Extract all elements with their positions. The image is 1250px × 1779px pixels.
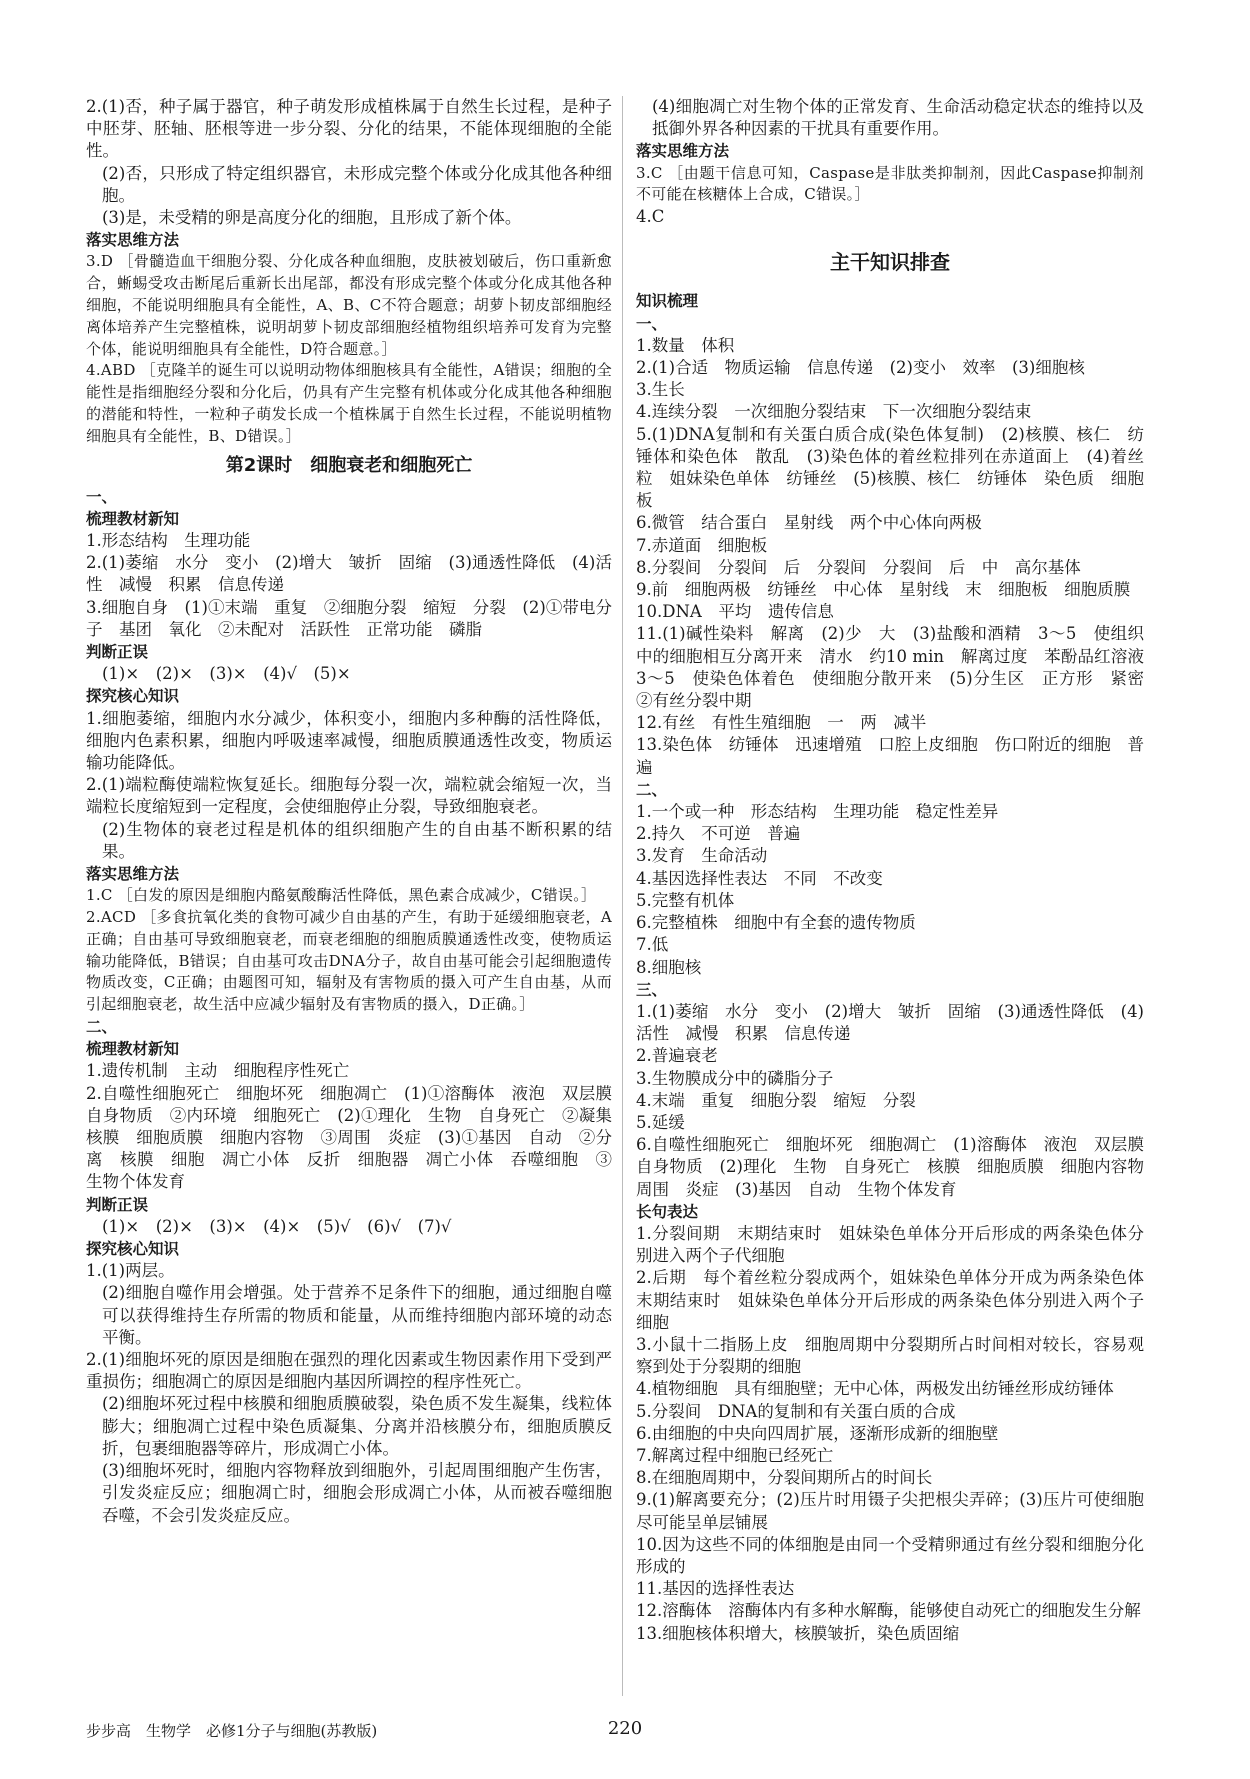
answer-paragraph: 10.DNA 平均 遗传信息 [636, 602, 834, 622]
answer-paragraph: 4.基因选择性表达 不同 不改变 [636, 868, 883, 888]
answer-paragraph: 2.普遍衰老 [636, 1046, 718, 1066]
answer-paragraph: 4.连续分裂 一次细胞分裂结束 下一次细胞分裂结束 [636, 402, 1032, 422]
answer-paragraph: 1.形态结构 生理功能 [86, 531, 251, 550]
answer-paragraph: 3.生长 [636, 380, 685, 400]
section-title: 第2课时 细胞衰老和细胞死亡 [225, 454, 473, 476]
answer-paragraph: 6.完整植株 细胞中有全套的遗传物质 [636, 913, 916, 933]
answer-paragraph: (2)细胞坏死过程中核膜和细胞质膜破裂，染色质不发生凝集，线粒体膨大；细胞凋亡过程中染色质凝集、分离并沿核膜分布，细胞质膜反折，包裹细胞器等碎片，形成凋亡小体。 [102, 1394, 612, 1458]
answer-paragraph: 3.生物膜成分中的磷脂分子 [636, 1068, 834, 1088]
answer-paragraph: 8.细胞核 [636, 957, 702, 977]
answer-paragraph: (3)细胞坏死时，细胞内容物释放到细胞外，引起周围细胞产生伤害，引发炎症反应；细胞凋亡时，细胞会形成凋亡小体，从而被吞噬细胞吞噬，不会引发炎症反应。 [102, 1461, 612, 1525]
answer-paragraph: 2.自噬性细胞死亡 细胞坏死 细胞凋亡 (1)①溶酶体 液泡 双层膜 自身物质 ②内环境 细胞死亡 (2)①理化 生物 自身死亡 ②凝集 核膜 细胞质膜 细胞内容物 ③周围 炎症 (3)①基因 自动 ②分离 核膜 细胞 凋亡小体 反折 细胞器 凋亡小体 吞噬细胞 ③生物个体发育 [86, 1083, 629, 1192]
section-heading: 落实思维方法 [86, 865, 180, 884]
answer-paragraph: 4.ABD ［克隆羊的诞生可以说明动物体细胞核具有全能性，A错误；细胞的全能性是指细胞经分裂和分化后，仍具有产生完整有机体或分化成其他各种细胞的潜能和特性，一粒种子萌发长成一个植株属于自然生长过程，不能说明植物细胞具有全能性，B、D错误。］ [86, 361, 612, 445]
answer-paragraph: (2)生物体的衰老过程是机体的组织细胞产生的自由基不断积累的结果。 [102, 819, 612, 861]
answer-paragraph: 12.有丝 有性生殖细胞 一 两 减半 [636, 713, 927, 733]
answer-paragraph: 11.基因的选择性表达 [636, 1579, 795, 1599]
answer-paragraph: 13.染色体 纺锤体 迅速增殖 口腔上皮细胞 伤口附近的细胞 普遍 [636, 735, 1144, 777]
section-title: 主干知识排查 [830, 250, 950, 275]
answer-paragraph: 5.延缓 [636, 1112, 685, 1132]
answer-paragraph: 2.持久 不可逆 普遍 [636, 824, 801, 844]
answer-paragraph: 5.完整有机体 [636, 890, 735, 910]
section-heading: 长句表达 [636, 1202, 699, 1221]
section-heading: 一、 [86, 487, 118, 506]
section-heading: 落实思维方法 [86, 231, 180, 250]
answer-paragraph: 7.低 [636, 935, 669, 955]
answer-paragraph: 2.ACD ［多食抗氧化类的食物可减少自由基的产生，有助于延缓细胞衰老，A正确；自由基可导致细胞衰老，而衰老细胞的细胞质膜通透性改变，使物质运输功能降低，B错误；自由基可攻击DNA分子，故自由基可能会引起细胞遗传物质改变，C正确；由题图可知，辐射及有害物质的摄入可产生自由基，从而引起细胞衰老，故生活中应减少辐射及有害物质的摄入，D正确。］ [86, 908, 612, 1014]
answer-paragraph: 12.溶酶体 溶酶体内有多种水解酶，能够使自动死亡的细胞发生分解 [636, 1601, 1141, 1621]
answer-paragraph: 1.细胞萎缩，细胞内水分减少，体积变小，细胞内多种酶的活性降低，细胞内色素积累，细胞内呼吸速率减慢，细胞质膜通透性改变，物质运输功能降低。 [86, 708, 612, 773]
answer-paragraph: 1.C ［白发的原因是细胞内酪氨酸酶活性降低，黑色素合成减少，C错误。］ [86, 886, 597, 905]
section-heading: 梳理教材新知 [86, 509, 180, 528]
answer-paragraph: 9.前 细胞两极 纺锤丝 中心体 星射线 末 细胞板 细胞质膜 [636, 580, 1131, 600]
section-heading: 知识梳理 [636, 292, 699, 311]
answer-paragraph: (3)是，未受精的卵是高度分化的细胞，且形成了新个体。 [102, 208, 522, 228]
column-divider [622, 96, 623, 1696]
section-heading: 判断正误 [86, 1195, 149, 1214]
answer-paragraph: 4.末端 重复 细胞分裂 缩短 分裂 [636, 1090, 916, 1110]
answer-paragraph: 4.C [636, 207, 665, 227]
section-heading: 落实思维方法 [636, 142, 730, 161]
answer-paragraph: 3.细胞自身 (1)①末端 重复 ②细胞分裂 缩短 分裂 (2)①带电分子 基团 氧化 ②未配对 活跃性 正常功能 磷脂 [86, 597, 612, 639]
answer-paragraph: 1.遗传机制 主动 细胞程序性死亡 [86, 1061, 350, 1081]
answer-paragraph: 2.(1)细胞坏死的原因是细胞在强烈的理化因素或生物因素作用下受到严重损伤；细胞凋亡的原因是细胞内基因所调控的程序性死亡。 [86, 1350, 612, 1392]
answer-paragraph: 10.因为这些不同的体细胞是由同一个受精卵通过有丝分裂和细胞分化形成的 [636, 1534, 1144, 1576]
answer-paragraph: 2.(1)合适 物质运输 信息传递 (2)变小 效率 (3)细胞核 [636, 358, 1085, 378]
answer-paragraph: 3.小鼠十二指肠上皮 细胞周期中分裂期所占时间相对较长，容易观察到处于分裂期的细胞 [636, 1334, 1144, 1377]
answer-paragraph: 2.(1)否，种子属于器官，种子萌发形成植株属于自然生长过程，是种子中胚芽、胚轴、胚根等进一步分裂、分化的结果，不能体现细胞的全能性。 [86, 97, 612, 161]
answer-paragraph: 3.D ［骨髓造血干细胞分裂、分化成各种血细胞，皮肤被划破后，伤口重新愈合，蜥蜴受攻击断尾后重新长出尾部，都没有形成完整个体或分化成其他各种细胞，不能说明细胞具有全能性，A、B、C不符合题意；胡萝卜韧皮部细胞经离体培养产生完整植株，说明胡萝卜韧皮部细胞经植物组织培养可发育为完整个体，能说明细胞具有全能性，D符合题意。］ [86, 252, 612, 358]
answer-paragraph: 3.C ［由题干信息可知，Caspase是非肽类抑制剂，因此Caspase抑制剂不可能在核糖体上合成，C错误。］ [636, 163, 1144, 204]
left-column [86, 96, 629, 1527]
answer-paragraph: 9.(1)解离要充分；(2)压片时用镊子尖把根尖弄碎；(3)压片可使细胞尽可能呈单层铺展 [636, 1490, 1144, 1532]
answer-paragraph: 1.一个或一种 形态结构 生理功能 稳定性差异 [636, 802, 999, 822]
section-heading: 一、 [636, 314, 668, 333]
section-heading: 二、 [636, 780, 668, 799]
answer-paragraph: 8.分裂间 分裂间 后 分裂间 分裂间 后 中 高尔基体 [636, 557, 1081, 577]
answer-paragraph: 7.赤道面 细胞板 [636, 535, 768, 555]
section-heading: 探究核心知识 [86, 687, 180, 706]
answer-paragraph: 2.(1)端粒酶使端粒恢复延长。细胞每分裂一次，端粒就会缩短一次，当端粒长度缩短到一定程度，会使细胞停止分裂，导致细胞衰老。 [86, 775, 612, 817]
section-heading: 判断正误 [86, 643, 149, 662]
answer-paragraph: 6.由细胞的中央向四周扩展，逐渐形成新的细胞壁 [636, 1423, 999, 1443]
answer-paragraph: 5.分裂间 DNA的复制和有关蛋白质的合成 [636, 1401, 956, 1421]
answer-paragraph: 5.(1)DNA复制和有关蛋白质合成(染色体复制) (2)核膜、核仁 纺锤体和染色体 散乱 (3)染色体的着丝粒排列在赤道面上 (4)着丝粒 姐妹染色单体 纺锤丝 (5)核膜、核仁 纺锤体 染色质 细胞板 [636, 424, 1144, 511]
answer-paragraph: 13.细胞核体积增大，核膜皱折，染色质固缩 [636, 1623, 960, 1643]
answer-paragraph: 11.(1)碱性染料 解离 (2)少 大 (3)盐酸和酒精 3～5 使组织中的细胞相互分离开来 清水 约10 min 解离过度 苯酚品红溶液 3～5 使染色体着色 使细胞分散开来 (5)分生区 正方形 紧密 ②有丝分裂中期 [636, 624, 1161, 711]
answer-paragraph: 3.发育 生命活动 [636, 846, 768, 866]
section-heading: 梳理教材新知 [86, 1040, 180, 1059]
answer-paragraph: 1.分裂间期 末期结束时 姐妹染色单体分开后形成的两条染色体分别进入两个子代细胞 [636, 1223, 1144, 1266]
section-heading: 二、 [86, 1018, 118, 1037]
section-heading: 探究核心知识 [86, 1240, 180, 1259]
answer-paragraph: 8.在细胞周期中，分裂间期所占的时间长 [636, 1468, 933, 1488]
answer-paragraph: (1)× (2)× (3)× (4)√ (5)× [102, 664, 351, 684]
answer-paragraph: 4.植物细胞 具有细胞壁；无中心体，两极发出纺锤丝形成纺锤体 [636, 1379, 1114, 1399]
section-heading: 三、 [636, 980, 668, 999]
answer-paragraph: (2)细胞自噬作用会增强。处于营养不足条件下的细胞，通过细胞自噬可以获得维持生存所需的物质和能量，从而维持细胞内部环境的动态平衡。 [102, 1283, 612, 1347]
book-footer: 步步高 生物学 必修1分子与细胞(苏教版) [86, 1722, 378, 1740]
answer-paragraph: 1.(1)两层。 [86, 1261, 175, 1281]
answer-paragraph: 2.后期 每个着丝粒分裂成两个，姐妹染色单体分开成为两条染色体 末期结束时 姐妹染色单体分开后形成的两条染色体分别进入两个子细胞 [636, 1268, 1161, 1332]
answer-paragraph: 2.(1)萎缩 水分 变小 (2)增大 皱折 固缩 (3)通透性降低 (4)活性 减慢 积累 信息传递 [86, 553, 612, 595]
right-column [636, 96, 1161, 1645]
page-number: 220 [607, 1718, 643, 1739]
answer-paragraph: 6.微管 结合蛋白 星射线 两个中心体向两极 [636, 513, 982, 533]
answer-paragraph: 1.数量 体积 [636, 335, 735, 355]
answer-paragraph: (4)细胞凋亡对生物个体的正常发育、生命活动稳定状态的维持以及抵御外界各种因素的干扰具有重要作用。 [652, 97, 1144, 139]
answer-paragraph: (2)否，只形成了特定组织器官，未形成完整个体或分化成其他各种细胞。 [102, 163, 612, 205]
answer-paragraph: 7.解离过程中细胞已经死亡 [636, 1445, 834, 1465]
answer-paragraph: 6.自噬性细胞死亡 细胞坏死 细胞凋亡 (1)溶酶体 液泡 双层膜 自身物质 (2)理化 生物 自身死亡 核膜 细胞质膜 细胞内容物 周围 炎症 (3)基因 自动 生物个体发育 [636, 1135, 1161, 1199]
answer-paragraph: 1.(1)萎缩 水分 变小 (2)增大 皱折 固缩 (3)通透性降低 (4)活性 减慢 积累 信息传递 [636, 1001, 1144, 1044]
answer-paragraph: (1)× (2)× (3)× (4)× (5)√ (6)√ (7)√ [102, 1216, 452, 1236]
